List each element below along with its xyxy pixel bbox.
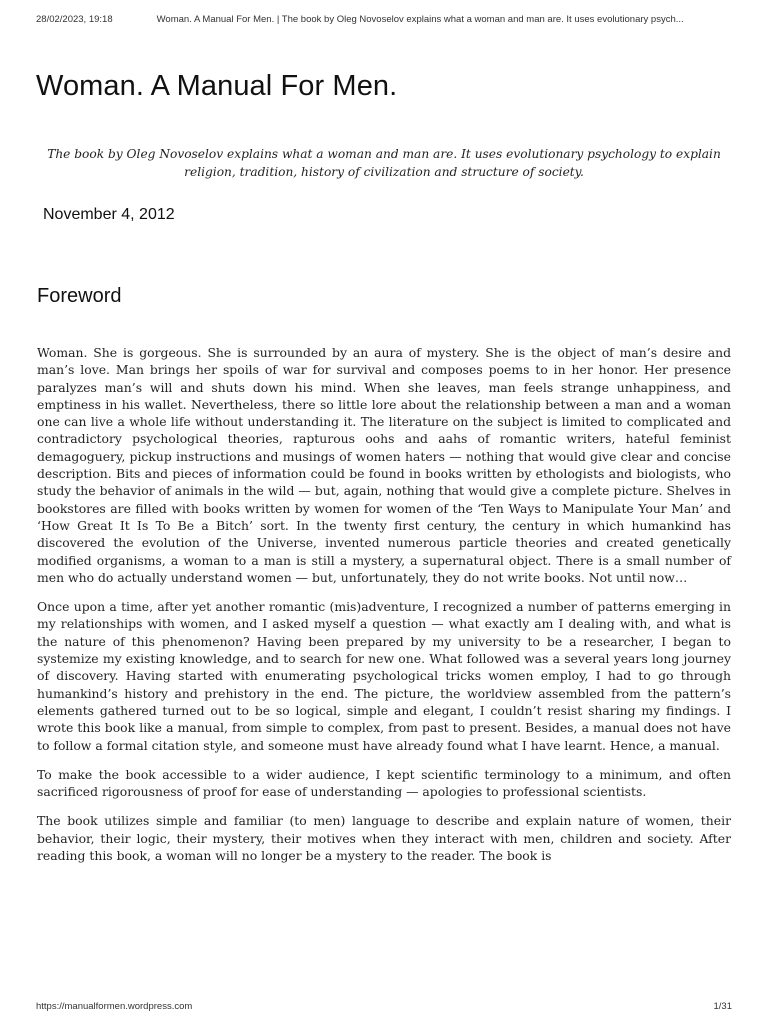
print-footer-url: https://manualformen.wordpress.com — [36, 1001, 193, 1012]
article-paragraph: To make the book accessible to a wider audience, I kept scientific terminology to a minimum, and often sacrificed rigorousness of proof for ease of understanding — apologies to professional scientists. — [37, 766, 731, 800]
article-paragraph: The book utilizes simple and familiar (to men) language to describe and explain nature of women, their behavior, their logic, their mystery, their motives when they interact with men, children and society. After reading this book, a woman will no longer be a mystery to the reader. The book is — [37, 813, 731, 864]
print-page-title: Woman. A Manual For Men. | The book by Oleg Novoselov explains what a woman and man are. It uses evolutionary psych... — [156, 14, 684, 25]
site-title[interactable]: Woman. A Manual For Men. — [36, 70, 398, 102]
article-paragraph: Once upon a time, after yet another romantic (mis)adventure, I recognized a number of patterns emerging in my relationships with women, and I asked myself a question — what exactly am I dealing with, and what is the nature of this phenomenon? Having been prepared by my university to be a researcher, I began to systemize my existing knowledge, and to search for new one. What followed was a several years long journey of discovery. Having started with enumerating psychological tricks women employ, I had to go through humankind’s history and prehistory in the end. The picture, the worldview assembled from the pattern’s elements gathered turned out to be so logical, simple and elegant, I couldn’t resist sharing my findings. I wrote this book like a manual, from simple to complex, from past to present. Besides, a manual does not have to follow a formal citation style, and someone must have already found what I have learnt. Hence, a manual. — [37, 599, 731, 753]
article-paragraph: Woman. She is gorgeous. She is surrounded by an aura of mystery. She is the object of man’s desire and man’s love. Man brings her spoils of war for survival and composes poems to in her honor. Her presence paralyzes man’s will and shuts down his mind. When she leaves, man feels strange unhappiness, and emptiness in his wallet. Nevertheless, there so little lore about the relationship between a man and a woman one can live a whole life without understanding it. The literature on the subject is limited to complicated and contradictory psychological theories, rapturous oohs and aahs of romantic writers, hateful feminist demagoguery, pickup instructions and musings of women haters — nothing that would give clear and concise description. Bits and pieces of information could be found in books written by ethologists and biologists, who study the behavior of animals in the wild — but, again, nothing that would give a complete picture. Shelves in bookstores are filled with books written by women for women of the ‘Ten Ways to Manipulate Your Man’ and ‘How Great It Is To Be a Bitch’ sort. In the twenty first century, the century in which humankind has discovered the evolution of the Universe, invented numerous particle theories and created genetically modified organisms, a woman to a man is still a mystery, a supernatural object. There is a small number of men who do actually understand women — but, unfortunately, they do not write books. Not until now… — [37, 345, 731, 585]
post-heading[interactable]: Foreword — [37, 285, 122, 307]
print-header — [36, 14, 732, 25]
print-footer — [36, 1001, 732, 1012]
article-body — [37, 344, 731, 876]
print-timestamp: 28/02/2023, 19:18 — [36, 14, 113, 25]
print-page-count: 1/31 — [713, 1001, 732, 1012]
site-tagline: The book by Oleg Novoselov explains what a woman and man are. It uses evolutionary psychology to explain religion, tradition, history of civilization and structure of society. — [47, 147, 721, 179]
post-date[interactable]: November 4, 2012 — [43, 206, 175, 223]
